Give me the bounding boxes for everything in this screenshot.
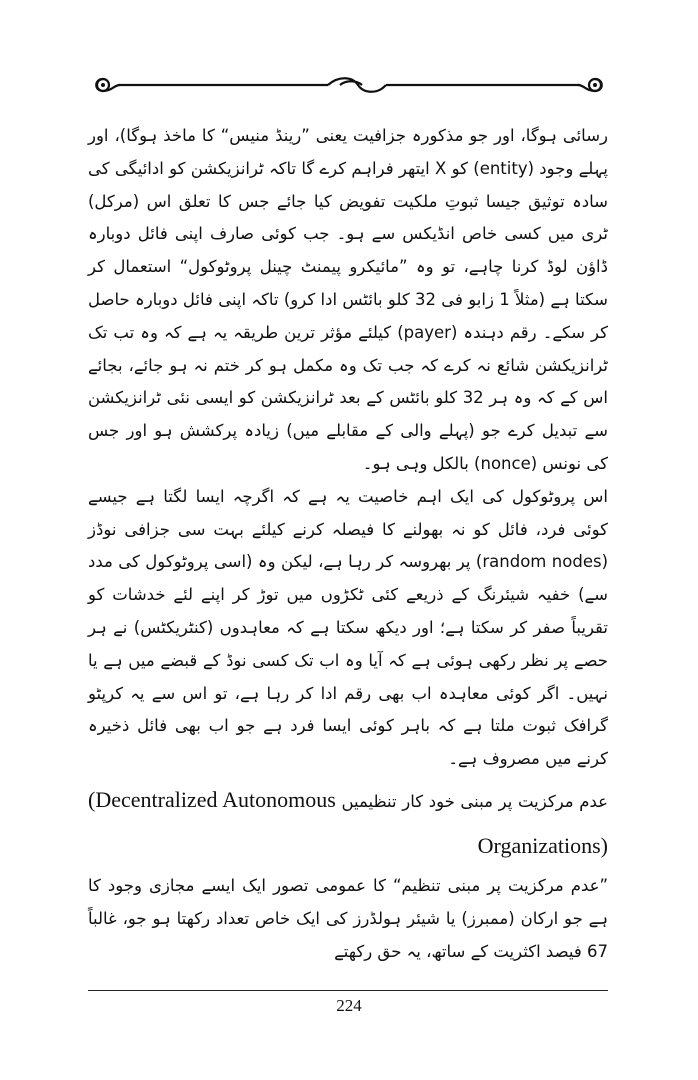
ornament-center-flourish bbox=[328, 78, 386, 92]
page-number: 224 bbox=[336, 996, 362, 1015]
section-heading-urdu: عدم مرکزیت پر مبنی خود کار تنظیمیں bbox=[341, 791, 608, 811]
section-heading bbox=[88, 778, 608, 870]
header-ornament bbox=[90, 70, 610, 100]
body-paragraph-2: اس پروٹوکول کی ایک اہم خاصیت یہ ہے کہ اگرچہ ایسا لگتا ہے جیسے کوئی فرد، فائل کو نہ بھولنے کا فیصلہ کرنے کیلئے بہت سی جزافی نوڈز (random nodes) پر بھروسہ کر رہا ہے، لیکن وہ (اسی پروٹوکول کی مدد سے) خفیہ شیئرنگ کے ذریعے کئی ٹکڑوں میں توڑ کر اپنے لئے خدشات کو تقریباً صفر کر سکتا ہے؛ اور دیکھ سکتا ہے کہ معاہدوں (کنٹریکٹس) نے ہر حصے پر نظر رکھی ہوئی ہے کہ آیا وہ اب تک کسی نوڈ کے قبضے میں ہے یا نہیں۔ اگر کوئی معاہدہ اب بھی رقم ادا کر رہا ہے، تو اس سے یہ کرپٹو گرافک ثبوت ملتا ہے کہ باہر کوئی ایسا فرد ہے جو اب بھی فائل ذخیرہ کرنے میں مصروف ہے۔ bbox=[88, 486, 609, 769]
footer-rule bbox=[88, 990, 608, 991]
body-paragraph-1: رسائی ہوگا، اور جو مذکورہ جزافیت یعنی ”رینڈ منیس“ کا ماخذ ہوگا)، اور پہلے وجود (entity) کو X ایتھر فراہم کرے گا تاکہ ٹرانزیکشن کو ادائیگی کی سادہ توثیق جیسا ثبوتِ ملکیت تفویض کیا جائے جس کا تعلق اس (مرکل) ٹری میں کسی خاص انڈیکس سے ہو۔ جب کوئی صارف اپنی فائل دوبارہ ڈاؤن لوڈ کرنا چاہے، تو وہ ”مائیکرو پیمنٹ چینل پروٹوکول“ استعمال کر سکتا ہے (مثلاً 1 زابو فی 32 کلو بائٹس ادا کرو) تاکہ اپنی فائل دوبارہ حاصل کر سکے۔ رقم دہندہ (payer) کیلئے مؤثر ترین طریقہ یہ ہے کہ وہ تب تک ٹرانزیکشن شائع نہ کرے کہ جب تک وہ مکمل ہو کر ختم نہ ہو جائے، بجائے اس کے کہ وہ ہر 32 کلو بائٹس کے بعد ٹرانزیکشن کو ایسی نئی ٹرانزیکشن سے تبدیل کرے جو (پہلے والی کے مقابلے میں) زیادہ پرکشش ہو اور جس کی نونس (nonce) بالکل وہی ہو۔ bbox=[88, 126, 609, 473]
page-body bbox=[88, 120, 608, 980]
body-paragraph-3: ”عدم مرکزیت پر مبنی تنظیم“ کا عمومی تصور ایک ایسے مجازی وجود کا ہے جو ارکان (ممبرز) یا شیئر ہولڈرز کی ایک خاص تعداد رکھتا ہو جو، غالباً 67 فیصد اکثریت کے ساتھ، یہ حق رکھتے bbox=[88, 875, 608, 961]
section-heading-english: (Decentralized Autonomous Organizations) bbox=[88, 786, 608, 858]
